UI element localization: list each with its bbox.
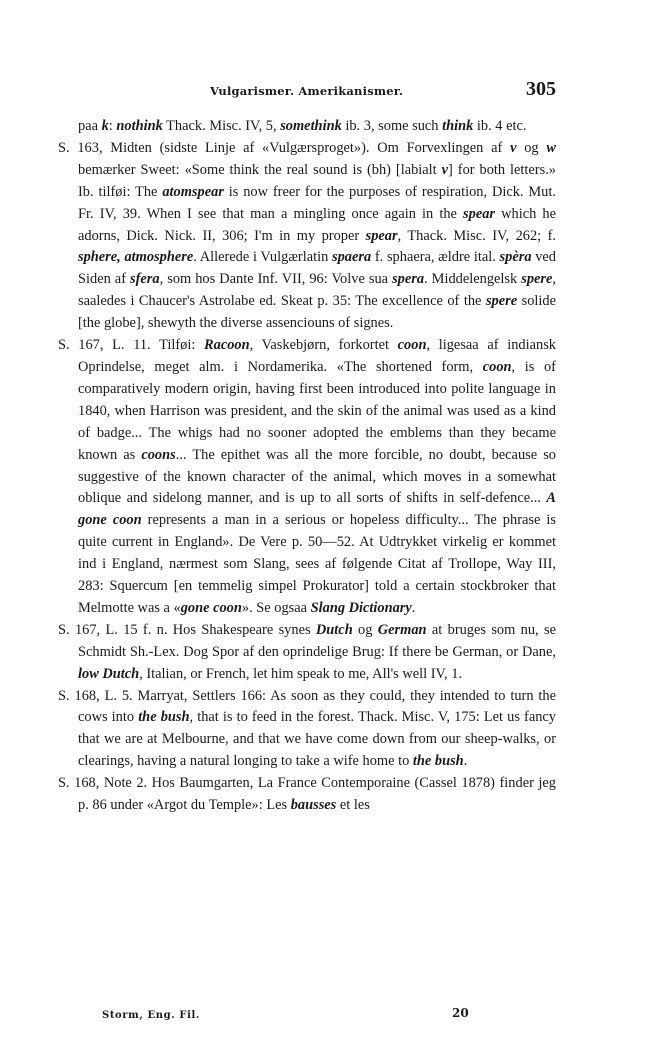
italic-term: bausses <box>290 797 337 814</box>
text-run: , Italian, or French, let him speak to me, All's well IV, 1. <box>139 665 463 682</box>
italic-term: sphere, atmosphere <box>78 249 194 266</box>
text-run: , Vaskebjørn, forkortet <box>249 337 398 354</box>
text-run: : <box>108 118 117 134</box>
italic-term: nothink <box>116 118 163 134</box>
sheet-number: 20 <box>452 1006 469 1020</box>
text-run: , ligesaa af indiansk Oprindelse, meget alm. i Nordamerika. «The shortened form, <box>78 337 556 375</box>
addenda-entry <box>58 620 556 686</box>
italic-term: spear <box>463 205 496 222</box>
italic-term: the bush <box>412 753 464 770</box>
text-run: represents a man in a serious or hopeless difficulty... The phrase is quite current in England». De Vere p. 50—52. At Udtrykket virkelig er kommet ind i England, nærmest som Slang, sees af følgende Citat af Trollope, Way III, 283: Squercum [en temmelig simpel Prokurator] told a certain stockbroker that Melmotte was a « <box>78 512 557 616</box>
italic-term: spere <box>521 271 553 288</box>
page-number: 305 <box>526 78 556 100</box>
addenda-entry <box>58 773 556 817</box>
addenda-entry <box>58 335 557 620</box>
italic-term: coons <box>141 446 176 463</box>
italic-term: Dutch <box>315 621 353 638</box>
text-run: . Middelengelsk <box>424 271 522 288</box>
text-run: og <box>352 621 378 638</box>
text-run: f. sphaera, ældre ital. <box>371 249 500 266</box>
addenda-entry <box>58 138 557 335</box>
italic-term: think <box>442 118 474 134</box>
text-run: , Thack. Misc. IV, 262; f. <box>397 227 556 244</box>
italic-term: German <box>377 621 427 638</box>
italic-term: Slang Dictionary <box>310 599 412 616</box>
italic-term: w <box>546 139 556 156</box>
text-run: ». Se ogsaa <box>241 599 311 616</box>
italic-term: coon <box>397 337 427 354</box>
italic-term: v <box>510 139 517 156</box>
italic-term: Racoon <box>204 337 250 354</box>
text-run: paa <box>78 118 102 134</box>
text-run: S. 163, Midten (sidste Linje af «Vulgærsproget»). Om Forvexlingen af <box>58 139 511 156</box>
text-run: ib. 4 etc. <box>473 118 527 134</box>
signature-mark: Storm, Eng. Fil. <box>102 1010 200 1021</box>
page-body <box>58 116 557 817</box>
text-run: ] for both letters.» Ib. tilføi: The <box>78 161 556 200</box>
italic-term: k <box>101 118 109 134</box>
text-run: is now freer for the purposes of respiration, Dick. Mut. Fr. IV, 39. When I see that man a mingling once again in the <box>78 183 556 222</box>
text-run: . <box>411 599 416 616</box>
italic-term: spèra <box>499 249 532 266</box>
text-run: which he adorns, Dick. Nick. II, 306; I'm in my proper <box>78 205 556 244</box>
text-run: solide [the globe], shewyth the diverse assenciouns of signes. <box>78 293 556 332</box>
text-run: S. 167, L. 15 f. n. Hos Shakespeare synes <box>58 621 316 638</box>
italic-term: sfera <box>130 271 160 288</box>
italic-term: spera <box>392 271 425 288</box>
text-run: S. 168, L. 5. Marryat, Settlers 166: As soon as they could, they intended to turn the cows into <box>58 687 556 726</box>
italic-term: low Dutch <box>78 665 140 682</box>
running-header: Vulgarismer. Amerikanismer. <box>210 84 404 98</box>
text-run: , saaledes i Chaucer's Astrolabe ed. Skeat p. 35: The excellence of the <box>78 271 557 310</box>
italic-term: spere <box>485 293 518 310</box>
text-run: ib. 3, some such <box>341 118 443 134</box>
text-run: ... The epithet was all the more forcible, no doubt, because so suggestive of the known character of the animal, which moves in a somewhat oblique and sidelong manner, and is up to all sorts of shifts in self-defence... <box>78 446 557 507</box>
italic-term: A gone coon <box>78 490 556 529</box>
text-run: . Allerede i Vulgærlatin <box>193 249 332 266</box>
addenda-entry <box>58 686 556 774</box>
italic-term: gone coon <box>180 599 242 616</box>
italic-term: somethink <box>280 118 342 134</box>
text-run: ved Siden af <box>78 249 556 288</box>
text-run: . <box>463 753 468 770</box>
text-run: , that is to feed in the forest. Thack. Misc. V, 175: Let us fancy that we are at Melbourne, and that we have come down from our sheep-walks, or clearings, having a natural longing to take a wife home to <box>78 709 556 770</box>
text-run: og <box>516 139 547 156</box>
continuation-paragraph <box>78 116 556 138</box>
text-run: , is of comparatively modern origin, having first been introduced into polite language in 1840, when Harrison was president, and the skin of the animal was used as a kind of badge... The whigs had no sooner adopted the emblems than they became known as <box>78 358 556 463</box>
text-run: S. 168, Note 2. Hos Baumgarten, La France Contemporaine (Cassel 1878) finder jeg p. 86 under «Argot du Temple»: Les <box>58 775 556 814</box>
italic-term: coon <box>482 358 512 375</box>
text-run: et les <box>336 797 370 814</box>
italic-term: atomspear <box>162 183 224 200</box>
italic-term: v <box>441 161 449 178</box>
text-run: , som hos Dante Inf. VII, 96: Volve sua <box>159 271 393 288</box>
text-run: bemærker Sweet: «Some think the real sound is (bh) [labialt <box>78 161 442 178</box>
text-run: Thack. Misc. IV, 5, <box>162 118 281 134</box>
text-run: at bruges som nu, se Schmidt Sh.-Lex. Dog Spor af den oprindelige Brug: If there be German, or Dane, <box>78 621 556 660</box>
italic-term: the bush <box>138 709 190 726</box>
text-run: S. 167, L. 11. Tilføi: <box>58 337 205 354</box>
italic-term: spear <box>365 227 398 244</box>
italic-term: spaera <box>331 249 372 266</box>
